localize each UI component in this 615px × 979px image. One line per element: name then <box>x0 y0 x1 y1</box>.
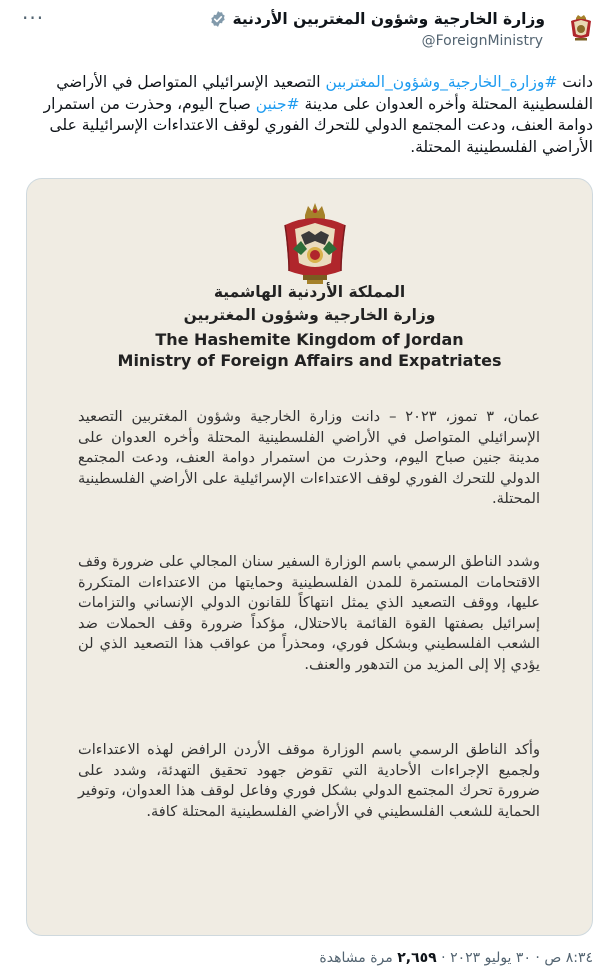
tweet-header <box>0 0 615 62</box>
account-display-name[interactable]: وزارة الخارجية وشؤون المغتربين الأردنية <box>232 10 545 28</box>
account-handle[interactable]: @ForeignMinistry <box>421 33 543 49</box>
ministry-english-heading: Ministry of Foreign Affairs and Expatriates <box>117 351 502 370</box>
kingdom-english-heading: The Hashemite Kingdom of Jordan <box>155 330 464 349</box>
tweet-text-part: صباح اليوم، وحذرت من استمرار دوامة العنف، ودعت المجتمع الدولي للتحرك الفوري لوقف الاعتداءات الإسرائيلية على الأراضي الفلسطينية المحتلة. <box>43 94 593 156</box>
meta-separator: · <box>441 950 446 966</box>
statement-paragraph-3: وأكد الناطق الرسمي باسم الوزارة موقف الأردن الرافض لهذه الاعتداءات ولجميع الإجراءات الأحادية التي تقوض جهود تحقيق التهدئة، وشدد على ضرورة تحرك المجتمع الدولي بشكل فوري وفاعل لوقف هذا العدوان، وتوفير الحماية للشعب الفلسطيني في الأراضي الفلسطينية المحتلة كافة. <box>78 741 540 820</box>
account-name-row[interactable] <box>209 10 545 28</box>
statement-paragraph-1: عمان، ٣ تموز، ٢٠٢٣ – دانت وزارة الخارجية وشؤون المغتربين التصعيد الإسرائيلي المتواصل في الأراضي الفلسطينية المحتلة وأخره العدوان على مدينة جنين صباح اليوم، وحذرت من استمرار دوامة العنف، ودعت المجتمع الدولي للتحرك الفوري لوقف الاعتداءات الإسرائيلية على الأراضي الفلسطينية المحتلة. <box>78 408 540 507</box>
tweet-date[interactable]: ٣٠ يوليو ٢٠٢٣ <box>450 950 531 966</box>
statement-paragraph-2: وشدد الناطق الرسمي باسم الوزارة السفير سنان المجالي على ضرورة وقف الاقتحامات المستمرة للمدن الفلسطينية وحمايتها من الاعتداءات المتكررة عليها، ووقف التصعيد الذي يمثل انتهاكاً للقانون الدولي الإنساني والتزامات إسرائيل بصفتها القوة القائمة بالاحتلال، مؤكداً ضرورة وقف الحملات ضد الشعب الفلسطيني وبشكل فوري، ومحذراً من عواقب هذا التصعيد الذي لن يؤدي إلا إلى المزيد من التدهور والعنف. <box>78 553 540 673</box>
jordan-emblem-avatar-icon[interactable] <box>565 12 597 44</box>
more-options-button[interactable]: ··· <box>22 6 45 30</box>
tweet-metadata <box>319 950 593 966</box>
meta-separator: · <box>535 950 540 966</box>
views-label: مرة مشاهدة <box>319 950 393 966</box>
ministry-arabic-heading: وزارة الخارجية وشؤون المغتربين <box>183 306 436 324</box>
tweet-body <box>18 72 593 158</box>
hashtag-ministry-link[interactable]: #وزارة_الخارجية_وشؤون_المغتربين <box>325 73 558 91</box>
tweet-time[interactable]: ٨:٣٤ ص <box>544 950 593 966</box>
kingdom-arabic-heading: المملكة الأردنية الهاشمية <box>213 283 406 301</box>
statement-image[interactable] <box>26 178 593 936</box>
hashemite-coat-of-arms-icon <box>279 201 351 287</box>
views-count: ٢,٦٥٩ <box>397 950 437 966</box>
tweet-text-part: دانت <box>557 73 593 91</box>
hashtag-jenin-link[interactable]: #جنين <box>255 94 300 113</box>
verified-badge-icon <box>209 10 227 28</box>
tweet-text-part: التصعيد الإسرائيلي المتواصل في الأراضي الفلسطينية المحتلة وأخره العدوان على مدينة <box>56 73 593 113</box>
